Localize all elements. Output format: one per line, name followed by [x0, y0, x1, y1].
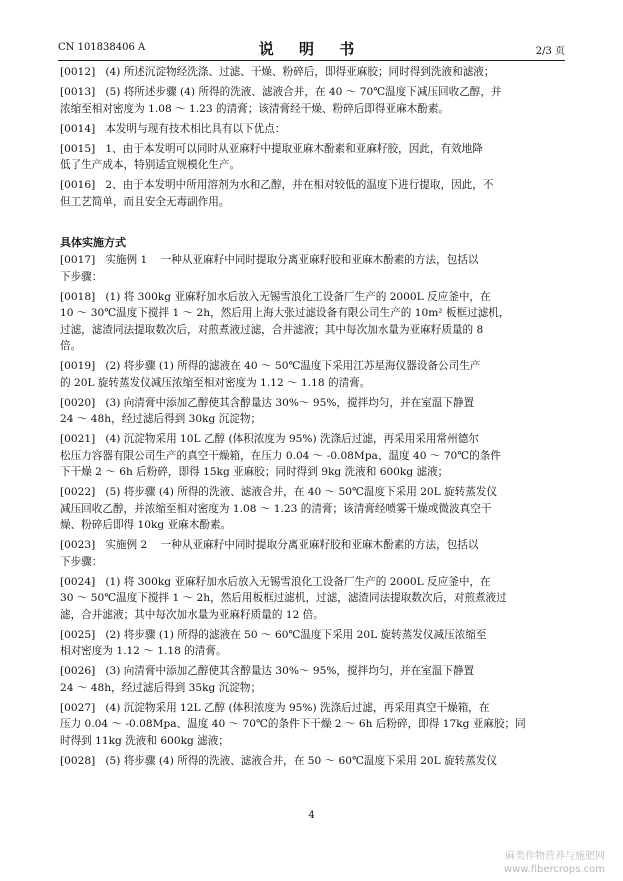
paragraph — [60, 395, 566, 428]
paragraph-line: 减压回收乙醇，并浓缩至相对密度为 1.08 ～ 1.23 的清膏；该清膏经喷雾干燥或微波真空干 — [60, 502, 492, 515]
paragraph — [60, 358, 566, 391]
paragraph-line: 24 ～ 48h，经过滤后得到 30kg 沉淀物； — [60, 413, 262, 425]
paragraph — [60, 252, 566, 285]
paragraph-line: [0023] 实施例 2 一种从亚麻籽中同时提取分离亚麻籽胶和亚麻木酚素的方法，包括以 — [60, 539, 479, 551]
page-number: 4 — [308, 810, 315, 821]
document-title: 说 明 书 — [258, 40, 365, 58]
paragraph-line: 24 ～ 48h，经过滤后得到 35kg 沉淀物； — [60, 681, 262, 694]
section-heading: 具体实施方式 — [60, 236, 126, 249]
paragraph-line: 但工艺简单，而且安全无毒副作用。 — [60, 195, 230, 208]
paragraph — [60, 84, 566, 117]
paragraph-line: 30 ～ 50℃温度下搅拌 1 ～ 2h，然后用板框过滤机，过滤，滤渣同法提取数次后，对煎煮液过 — [60, 592, 507, 604]
paragraph-line: [0027] (4) 沉淀物采用 12L 乙醇 (体积浓度为 95%) 洗涤后过滤，再采用真空干燥箱，在 — [60, 701, 490, 714]
paragraph-line: [0028] (5) 将步骤 (4) 所得的洗液、滤液合并，在 50 ～ 60℃温度下采用 20L 旋转蒸发仪 — [60, 754, 498, 767]
paragraph-line: 倍。 — [60, 340, 82, 352]
paragraph-line: [0020] (3) 向清膏中添加乙醇使其含醇量达 30%～ 95%，搅拌均匀，并在室温下静置 — [60, 396, 475, 409]
paragraph — [60, 177, 566, 210]
paragraph-line: [0019] (2) 将步骤 (1) 所得的滤液在 40 ～ 50℃温度下采用江苏星海仪器设备公司生产 — [60, 360, 481, 372]
paragraph-line: [0022] (5) 将步骤 (4) 所得的洗液、滤液合并，在 40 ～ 50℃温度下采用 20L 旋转蒸发仪 — [60, 486, 498, 498]
paragraph-line: [0018] (1) 将 300kg 亚麻籽加水后放入无锡雪浪化工设备厂生产的 2000L 反应釜中，在 — [60, 290, 491, 303]
paragraph-line: 下步骤： — [60, 270, 103, 283]
paragraph — [60, 627, 566, 660]
paragraph-line: [0012] (4) 所述沉淀物经洗涤、过滤、干燥、粉碎后，即得亚麻胶；同时得到洗液和滤液； — [60, 66, 495, 78]
paragraph-line: 燥、粉碎后即得 10kg 亚麻木酚素。 — [60, 519, 232, 531]
paragraph-line: [0024] (1) 将 300kg 亚麻籽加水后放入无锡雪浪化工设备厂生产的 2000L 反应釜中，在 — [60, 575, 491, 588]
patent-number: CN 101838406 A — [58, 42, 146, 53]
paragraph-line: [0026] (3) 向清膏中添加乙醇使其含醇量达 30%～ 95%，搅拌均匀，并在室温下静置 — [60, 665, 475, 677]
paragraph — [60, 141, 566, 174]
paragraph-line: 浓缩至相对密度为 1.08 ～ 1.23 的清膏；该清膏经干燥、粉碎后即得亚麻木酚素。 — [60, 102, 450, 115]
paragraph — [60, 700, 566, 750]
watermark — [504, 850, 605, 876]
page-counter: 2/3 页 — [535, 46, 565, 57]
paragraph — [60, 663, 566, 696]
paragraph-line: 的 20L 旋转蒸发仪减压浓缩至相对密度为 1.12 ～ 1.18 的清膏。 — [60, 376, 371, 389]
paragraph-line: [0025] (2) 将步骤 (1) 所得的滤液在 50 ～ 60℃温度下采用 20L 旋转蒸发仪减压浓缩至 — [60, 628, 487, 641]
paragraph-line: 时得到 11kg 洗液和 600kg 滤液； — [60, 734, 229, 747]
paragraph-line: 相对密度为 1.12 ～ 1.18 的清膏。 — [60, 645, 227, 657]
paragraph-line: [0016] 2、由于本发明中所用溶剂为水和乙醇，并在相对较低的温度下进行提取，因此，不 — [60, 179, 494, 191]
page-header — [58, 38, 565, 58]
watermark-url: www.fibercrops.com — [503, 864, 605, 875]
paragraph — [60, 64, 566, 81]
paragraph-line: 10 ～ 30℃温度下搅拌 1 ～ 2h，然后用上海大张过滤设备有限公司生产的 10m² 板框过滤机， — [60, 307, 510, 319]
paragraph-line: [0015] 1、由于本发明可以同时从亚麻籽中提取亚麻木酚素和亚麻籽胶，因此，有效地降 — [60, 142, 483, 155]
paragraph — [60, 431, 566, 481]
header-rule — [58, 60, 565, 61]
watermark-line: 麻类作物营养与施肥网 — [505, 851, 605, 862]
paragraph-line: [0014] 本发明与现有技术相比具有以下优点： — [60, 122, 286, 135]
paragraph-line: [0017] 实施例 1 一种从亚麻籽中同时提取分离亚麻籽胶和亚麻木酚素的方法，包括以 — [60, 254, 479, 266]
paragraph-line: 压力 0.04 ～ -0.08Mpa、温度 40 ～ 70℃的条件下干燥 2 ～ 6h 后粉碎，即得 17kg 亚麻胶；同 — [60, 718, 526, 730]
paragraph — [60, 289, 566, 355]
paragraph-line: 低了生产成本，特别适宜规模化生产。 — [60, 159, 241, 171]
paragraph-line: 滤，合并滤液；其中每次加水量为亚麻籽质量的 12 倍。 — [60, 608, 324, 621]
paragraph — [60, 574, 566, 624]
paragraph-line: 下干燥 2 ～ 6h 后粉碎，即得 15kg 亚麻胶；同时得到 9kg 洗液和 600kg 滤液； — [60, 466, 449, 478]
paragraph — [60, 484, 566, 534]
paragraph — [60, 753, 566, 770]
paragraph — [60, 121, 566, 138]
paragraph-line: 下步骤： — [60, 555, 103, 568]
paragraph — [60, 537, 566, 570]
paragraph-line: [0013] (5) 将所述步骤 (4) 所得的洗液、滤液合并，在 40 ～ 70℃温度下减压回收乙醇，并 — [60, 86, 502, 98]
paragraph-line: [0021] (4) 沉淀物采用 10L 乙醇 (体积浓度为 95%) 洗涤后过滤，再采用采用常州德尔 — [60, 433, 479, 445]
paragraph-line: 过滤，滤渣同法提取数次后，对煎煮液过滤，合并滤液；其中每次加水量为亚麻籽质量的 8 — [60, 323, 484, 336]
paragraph-line: 松压力容器有限公司生产的真空干燥箱，在压力 0.04 ～ -0.08Mpa、温度 40 ～ 70℃的条件 — [60, 449, 501, 462]
